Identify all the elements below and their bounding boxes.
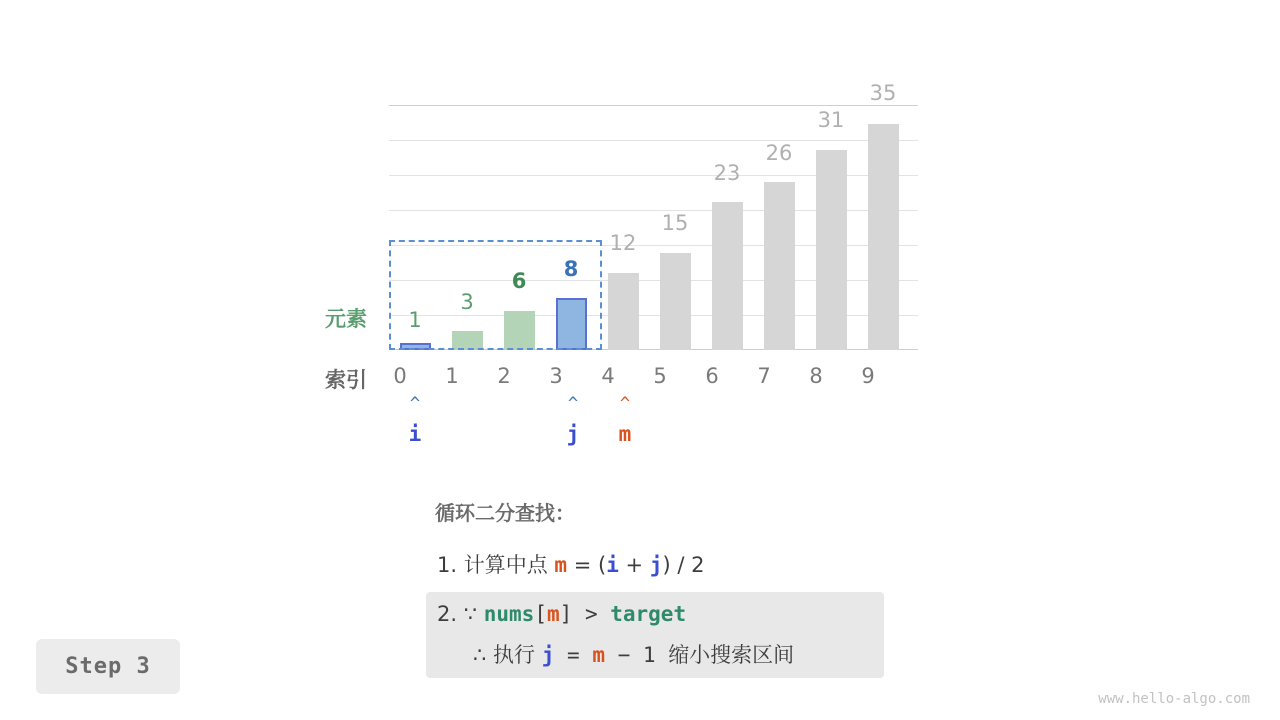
line2-m: m [546,602,560,626]
pointer-label-j: j [566,422,580,446]
bar-value-7: 26 [765,141,793,165]
gridline [389,140,918,141]
index-tick-3: 3 [549,364,563,388]
bar-value-1: 3 [460,290,474,314]
line3-m: m [592,643,605,667]
line2-target: target [610,602,687,626]
caret-icon-i: ^ [409,394,421,414]
index-tick-1: 1 [445,364,459,388]
bar-8 [816,150,847,350]
index-tick-9: 9 [861,364,875,388]
caption-title: 循环二分查找： [435,501,575,525]
index-tick-2: 2 [497,364,511,388]
watermark: www.hello-algo.com [1098,691,1250,707]
axis-label-element: 元素 [325,307,367,331]
index-tick-5: 5 [653,364,667,388]
step-badge: Step 3 [36,639,180,694]
caption-line-2 [437,602,686,626]
line1-prefix: 1. 计算中点 [437,553,555,577]
bar-value-3: 8 [563,257,579,281]
caption-line-3 [473,639,794,669]
caption-line-1 [437,549,704,579]
bar-4 [608,273,639,350]
line2-gt: > [572,602,611,626]
line1-j: j [649,553,663,577]
bar-value-8: 31 [817,108,845,132]
line3-minus: − 1 [604,643,669,667]
line1-m: m [554,553,568,577]
line3-prefix: ∴ 执行 [473,643,542,667]
binary-search-chart [389,81,918,350]
line2-bracket-open: [ [534,602,547,626]
pointer-label-i: i [408,422,422,446]
bar-5 [660,253,691,350]
pointer-label-m: m [618,422,632,446]
bar-6 [712,202,743,350]
index-tick-4: 4 [601,364,615,388]
index-tick-0: 0 [393,364,407,388]
bar-value-0: 1 [408,308,422,332]
bar-value-9: 35 [869,81,897,105]
line3-suffix: 缩小搜索区间 [668,643,795,667]
line3-eq: = [554,643,593,667]
index-tick-8: 8 [809,364,823,388]
gridline [389,105,918,106]
caret-icon-j: ^ [567,394,579,414]
index-tick-7: 7 [757,364,771,388]
line2-num: 2. ∵ [437,602,484,626]
line3-j: j [541,643,555,667]
bar-9 [868,124,899,350]
caret-icon-m: ^ [619,394,631,414]
line1-i: i [606,553,619,577]
line2-bracket-close: ] [559,602,573,626]
line1-plus: + [618,553,650,577]
line1-eq: = ( [567,553,607,577]
bar-value-4: 12 [609,231,637,255]
bar-value-6: 23 [713,161,741,185]
bar-value-2: 6 [511,269,527,293]
bar-7 [764,182,795,350]
axis-label-index: 索引 [325,368,367,392]
line2-nums: nums [483,602,535,626]
line1-suffix: ) / 2 [662,553,705,577]
bar-value-5: 15 [661,211,689,235]
index-tick-6: 6 [705,364,719,388]
